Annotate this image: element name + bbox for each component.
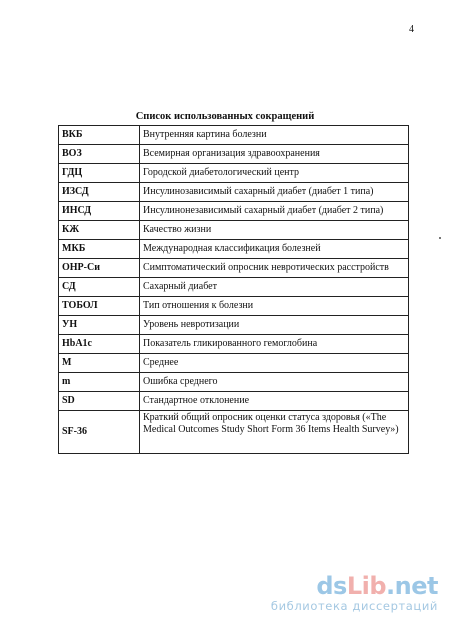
table-row xyxy=(59,202,409,221)
table-row xyxy=(59,240,409,259)
table-row xyxy=(59,183,409,202)
abbreviation-cell: УН xyxy=(59,316,140,335)
definition-cell: Инсулинонезависимый сахарный диабет (диабет 2 типа) xyxy=(140,202,409,221)
abbreviation-cell: МКБ xyxy=(59,240,140,259)
abbreviation-cell: ВОЗ xyxy=(59,145,140,164)
definition-cell: Уровень невротизации xyxy=(140,316,409,335)
definition-cell: Качество жизни xyxy=(140,221,409,240)
logo-part-ds: ds xyxy=(316,572,347,600)
definition-cell: Городской диабетологический центр xyxy=(140,164,409,183)
abbreviation-cell: HbA1c xyxy=(59,335,140,354)
abbreviation-cell: ИНСД xyxy=(59,202,140,221)
definition-cell: Краткий общий опросник оценки статуса здоровья («The Medical Outcomes Study Short Form 36 Items Health Survey») xyxy=(140,411,409,454)
table-row xyxy=(59,221,409,240)
table-row xyxy=(59,354,409,373)
abbreviation-cell: М xyxy=(59,354,140,373)
definition-cell: Тип отношения к болезни xyxy=(140,297,409,316)
table-row xyxy=(59,392,409,411)
dslib-watermark xyxy=(271,573,438,613)
definition-cell: Внутренняя картина болезни xyxy=(140,126,409,145)
abbreviation-cell: SF-36 xyxy=(59,411,140,454)
abbreviation-cell: ТОБОЛ xyxy=(59,297,140,316)
definition-cell: Ошибка среднего xyxy=(140,373,409,392)
abbreviation-cell: ИЗСД xyxy=(59,183,140,202)
definition-cell: Международная классификация болезней xyxy=(140,240,409,259)
abbreviation-cell: КЖ xyxy=(59,221,140,240)
scan-artifact xyxy=(439,237,441,239)
definition-cell: Инсулинозависимый сахарный диабет (диабет 1 типа) xyxy=(140,183,409,202)
logo-part-lib: Lib xyxy=(346,572,387,600)
table-row xyxy=(59,316,409,335)
abbreviation-cell: ГДЦ xyxy=(59,164,140,183)
page-number: 4 xyxy=(409,24,414,35)
definition-cell: Показатель гликированного гемоглобина xyxy=(140,335,409,354)
abbreviation-cell: ВКБ xyxy=(59,126,140,145)
definition-cell: Всемирная организация здравоохранения xyxy=(140,145,409,164)
abbreviation-cell: ОНР-Си xyxy=(59,259,140,278)
abbreviation-cell: m xyxy=(59,373,140,392)
table-row xyxy=(59,164,409,183)
dslib-logo xyxy=(271,573,438,599)
abbreviation-cell: СД xyxy=(59,278,140,297)
abbreviations-table xyxy=(58,125,409,454)
definition-cell: Стандартное отклонение xyxy=(140,392,409,411)
table-row xyxy=(59,278,409,297)
table-row xyxy=(59,259,409,278)
logo-part-net: .net xyxy=(386,572,438,600)
abbreviation-cell: SD xyxy=(59,392,140,411)
definition-cell: Сахарный диабет xyxy=(140,278,409,297)
table-row xyxy=(59,335,409,354)
table-row xyxy=(59,126,409,145)
table-row xyxy=(59,373,409,392)
definition-cell: Среднее xyxy=(140,354,409,373)
table-row xyxy=(59,411,409,454)
watermark-subtitle: библиотека диссертаций xyxy=(270,599,438,613)
definition-cell: Симптоматический опросник невротических расстройств xyxy=(140,259,409,278)
table-row xyxy=(59,145,409,164)
table-row xyxy=(59,297,409,316)
page-title: Список использованных сокращений xyxy=(135,111,315,122)
